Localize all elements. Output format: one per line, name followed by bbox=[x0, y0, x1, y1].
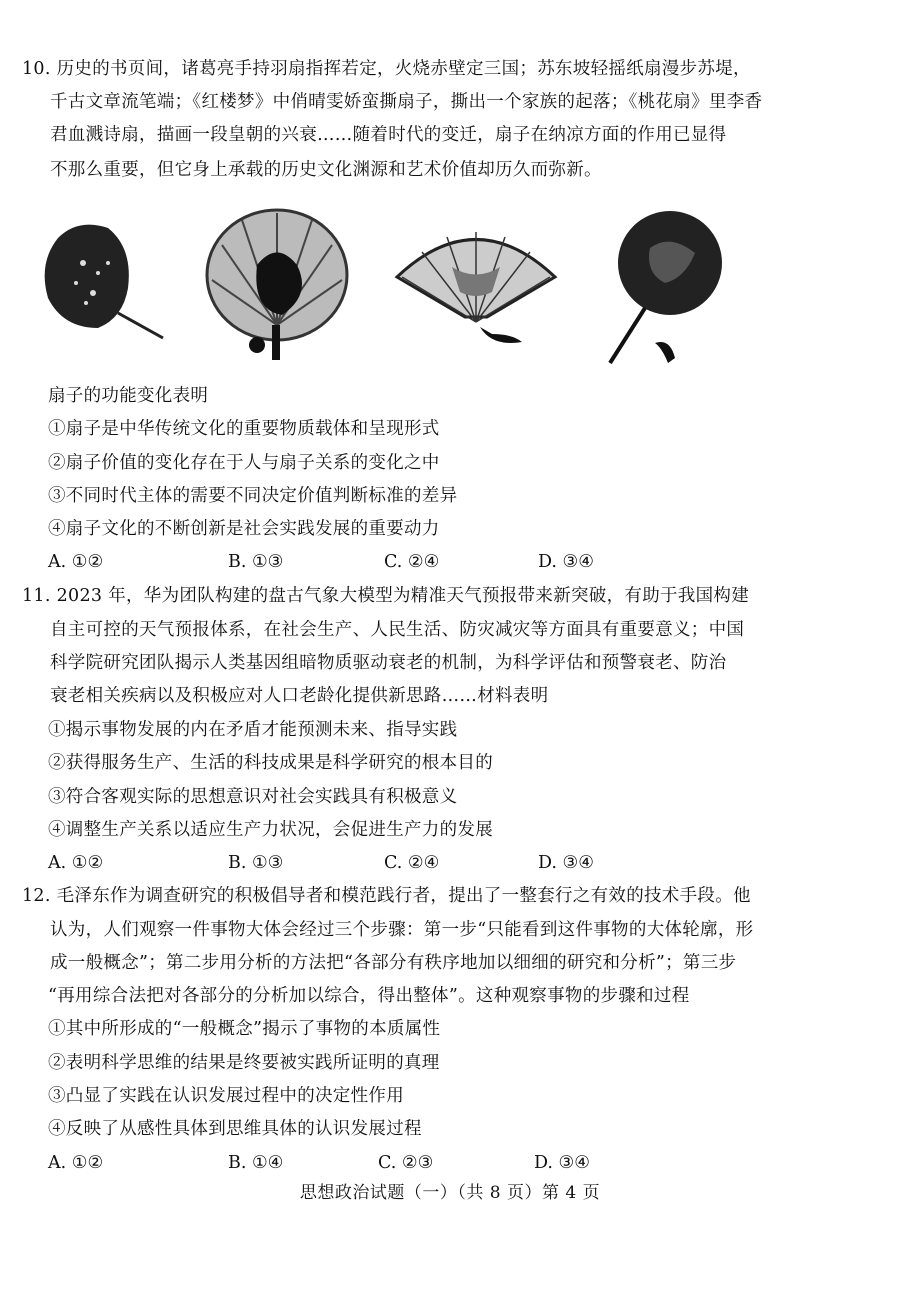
q10-stem-line-3: 君血溅诗扇，描画一段皇朝的兴衰……随着时代的变迁，扇子在纳凉方面的作用已显得 bbox=[50, 125, 727, 145]
q12-choice-d: D. ③④ bbox=[534, 1153, 590, 1173]
q12-stem-line-3: 成一般概念”；第二步用分析的方法把“各部分有秩序地加以细细的研究和分析”；第三步 bbox=[50, 953, 737, 973]
q10-choice-c: C. ②④ bbox=[384, 552, 440, 572]
q11-stem-line-2: 自主可控的天气预报体系，在社会生产、人民生活、防灾减灾等方面具有重要意义；中国 bbox=[50, 620, 745, 640]
q11-stem-line-4: 衰老相关疾病以及积极应对人口老龄化提供新思路……材料表明 bbox=[50, 686, 549, 706]
q12-option-1: ①其中所形成的“一般概念”揭示了事物的本质属性 bbox=[48, 1019, 441, 1039]
folding-fan-image bbox=[392, 222, 560, 352]
q10-stem-line-2: 千古文章流笔端；《红楼梦》中俏晴雯娇蛮撕扇子，撕出一个家族的起落；《桃花扇》里李香 bbox=[50, 92, 763, 112]
q11-choice-a: A. ①② bbox=[48, 853, 104, 873]
q12-option-2: ②表明科学思维的结果是终要被实践所证明的真理 bbox=[48, 1053, 440, 1073]
q11-option-4: ④调整生产关系以适应生产力状况，会促进生产力的发展 bbox=[48, 820, 493, 840]
q12-choice-a: A. ①② bbox=[48, 1153, 104, 1173]
q12-option-4: ④反映了从感性具体到思维具体的认识发展过程 bbox=[48, 1119, 422, 1139]
q12-option-3: ③凸显了实践在认识发展过程中的决定性作用 bbox=[48, 1086, 404, 1106]
page-footer: 思想政治试题（一）（共 8 页）第 4 页 bbox=[299, 1183, 601, 1203]
q12-choice-b: B. ①④ bbox=[228, 1153, 284, 1173]
q10-stem-line-1: 10. 历史的书页间，诸葛亮手持羽扇指挥若定，火烧赤壁定三国；苏东坡轻摇纸扇漫步苏堤， bbox=[22, 59, 751, 79]
q12-stem-line-4: “再用综合法把对各部分的分析加以综合，得出整体”。这种观察事物的步骤和过程 bbox=[48, 986, 690, 1006]
q11-option-2: ②获得服务生产、生活的科技成果是科学研究的根本目的 bbox=[48, 753, 493, 773]
q10-choice-a: A. ①② bbox=[48, 552, 104, 572]
q11-option-3: ③符合客观实际的思想意识对社会实践具有积极意义 bbox=[48, 787, 458, 807]
palm-leaf-fan-image bbox=[38, 218, 168, 343]
q12-choice-c: C. ②③ bbox=[378, 1153, 434, 1173]
q10-choice-b: B. ①③ bbox=[228, 552, 284, 572]
q11-choice-c: C. ②④ bbox=[384, 853, 440, 873]
q11-option-1: ①揭示事物发展的内在矛盾才能预测未来、指导实践 bbox=[48, 720, 458, 740]
q10-option-4: ④扇子文化的不断创新是社会实践发展的重要动力 bbox=[48, 519, 440, 539]
round-fan-image bbox=[600, 208, 730, 368]
q11-choice-d: D. ③④ bbox=[538, 853, 594, 873]
q10-stem-line-4: 不那么重要，但它身上承载的历史文化渊源和艺术价值却历久而弥新。 bbox=[50, 160, 602, 180]
q10-option-3: ③不同时代主体的需要不同决定价值判断标准的差异 bbox=[48, 486, 458, 506]
q10-option-1: ①扇子是中华传统文化的重要物质载体和呈现形式 bbox=[48, 419, 440, 439]
q12-stem-line-1: 12. 毛泽东作为调查研究的积极倡导者和模范践行者，提出了一整套行之有效的技术手段。他 bbox=[22, 886, 751, 906]
q12-stem-line-2: 认为，人们观察一件事物大体会经过三个步骤：第一步“只能看到这件事物的大体轮廓，形 bbox=[50, 920, 754, 940]
q10-prompt: 扇子的功能变化表明 bbox=[48, 386, 209, 406]
q11-stem-line-1: 11. 2023 年，华为团队构建的盘古气象大模型为精准天气预报带来新突破，有助于我国构建 bbox=[22, 586, 749, 606]
q11-stem-line-3: 科学院研究团队揭示人类基因组暗物质驱动衰老的机制，为科学评估和预警衰老、防治 bbox=[50, 653, 727, 673]
q10-option-2: ②扇子价值的变化存在于人与扇子关系的变化之中 bbox=[48, 453, 440, 473]
q11-choice-b: B. ①③ bbox=[228, 853, 284, 873]
feather-fan-image bbox=[202, 205, 352, 365]
q10-choice-d: D. ③④ bbox=[538, 552, 594, 572]
